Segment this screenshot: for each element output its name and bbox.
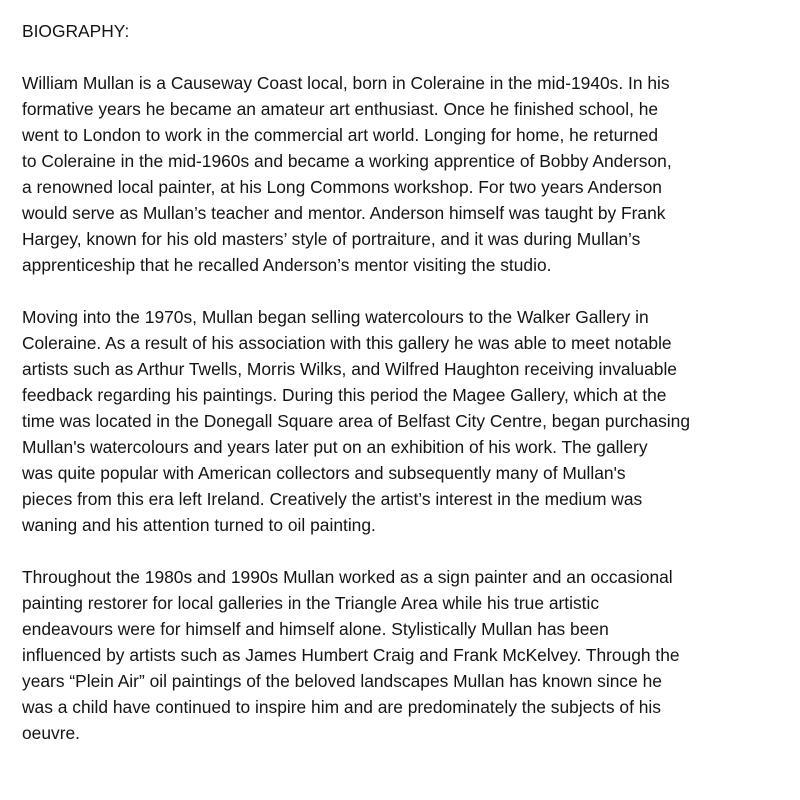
biography-heading: BIOGRAPHY:	[22, 21, 130, 41]
text-line: feedback regarding his paintings. During this period the Magee Gallery, which at the	[22, 385, 667, 405]
paragraph-1980s-1990s	[22, 564, 784, 746]
text-line: would serve as Mullan’s teacher and mentor. Anderson himself was taught by Frank	[22, 203, 666, 223]
text-line: was a child have continued to inspire him and are predominately the subjects of his	[22, 697, 661, 717]
biography-document	[22, 18, 784, 772]
text-line: a renowned local painter, at his Long Commons workshop. For two years Anderson	[22, 177, 662, 197]
text-line: waning and his attention turned to oil painting.	[22, 515, 376, 535]
text-line: influenced by artists such as James Humbert Craig and Frank McKelvey. Through the	[22, 645, 680, 665]
text-line: oeuvre.	[22, 723, 81, 743]
paragraph-early-life	[22, 70, 784, 278]
text-line: formative years he became an amateur art enthusiast. Once he finished school, he	[22, 99, 659, 119]
text-line: endeavours were for himself and himself alone. Stylistically Mullan has been	[22, 619, 609, 639]
text-line: Mullan's watercolours and years later put on an exhibition of his work. The gallery	[22, 437, 648, 457]
text-line: to Coleraine in the mid-1960s and became a working apprentice of Bobby Anderson,	[22, 151, 672, 171]
text-line: artists such as Arthur Twells, Morris Wilks, and Wilfred Haughton receiving invaluable	[22, 359, 677, 379]
text-line: went to London to work in the commercial art world. Longing for home, he returned	[22, 125, 659, 145]
text-line: William Mullan is a Causeway Coast local, born in Coleraine in the mid-1940s. In his	[22, 73, 670, 93]
paragraph-1970s	[22, 304, 784, 538]
text-line: Moving into the 1970s, Mullan began selling watercolours to the Walker Gallery in	[22, 307, 649, 327]
text-line: painting restorer for local galleries in the Triangle Area while his true artistic	[22, 593, 600, 613]
text-line: years “Plein Air” oil paintings of the beloved landscapes Mullan has known since he	[22, 671, 662, 691]
text-line: pieces from this era left Ireland. Creatively the artist’s interest in the medium was	[22, 489, 643, 509]
text-line: time was located in the Donegall Square area of Belfast City Centre, began purchasing	[22, 411, 690, 431]
text-line: Hargey, known for his old masters’ style of portraiture, and it was during Mullan’s	[22, 229, 641, 249]
text-line: apprenticeship that he recalled Anderson’s mentor visiting the studio.	[22, 255, 552, 275]
text-line: Coleraine. As a result of his association with this gallery he was able to meet notable	[22, 333, 672, 353]
text-line: Throughout the 1980s and 1990s Mullan worked as a sign painter and an occasional	[22, 567, 673, 587]
text-line: was quite popular with American collectors and subsequently many of Mullan's	[22, 463, 626, 483]
